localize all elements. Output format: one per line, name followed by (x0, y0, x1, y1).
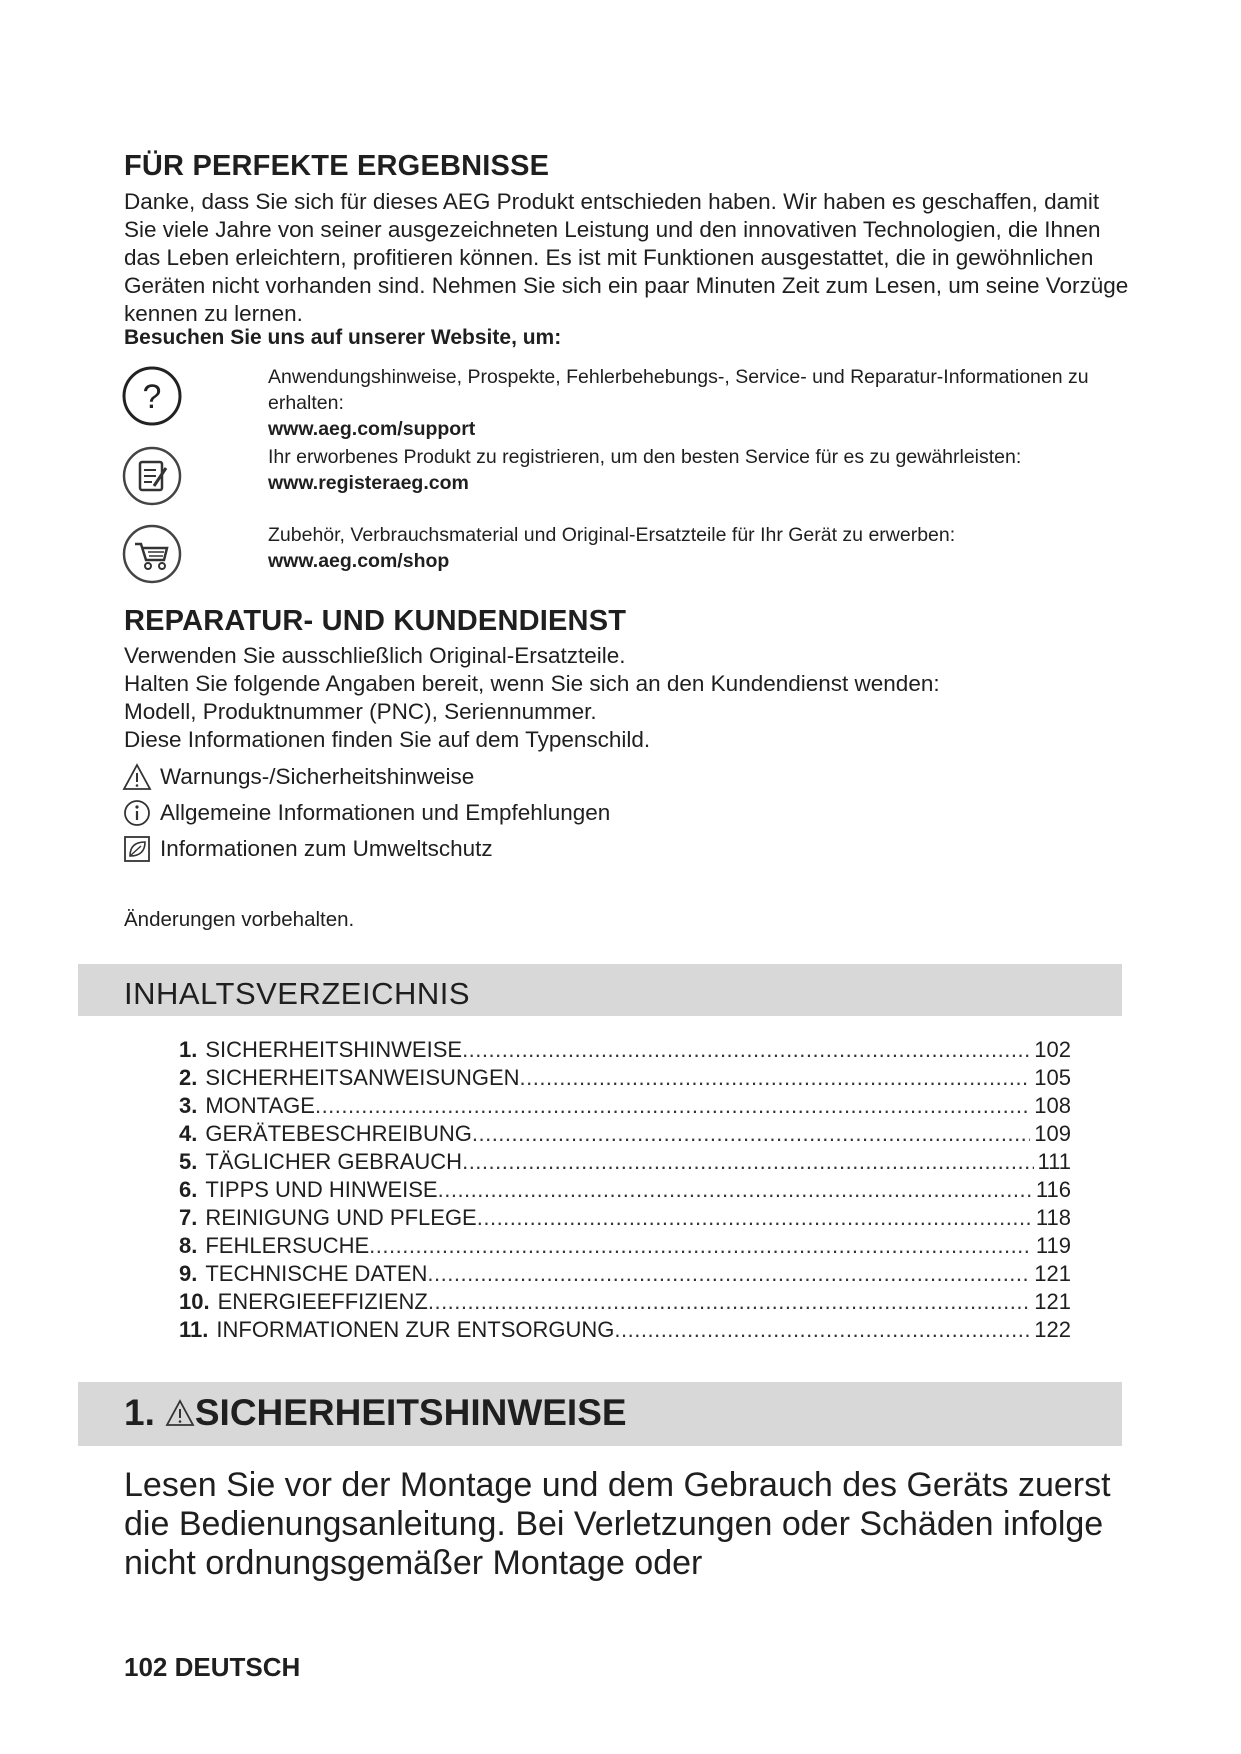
legend-label: Warnungs-/Sicherheitshinweise (160, 764, 475, 789)
toc-entry[interactable]: 3. MONTAGE ..... 108 (179, 1092, 1071, 1120)
service-heading: REPARATUR- UND KUNDENDIENST (124, 605, 627, 637)
legend-warning (122, 762, 474, 792)
legend-environment (122, 834, 493, 864)
section-paragraph: Lesen Sie vor der Montage und dem Gebrauch des Geräts zuerst die Bedienungsanleitung. Bei Verletzungen oder Schäden infolge nicht ordnungsgemäßer Montage oder (124, 1466, 1111, 1582)
visit-item-text: Anwendungshinweise, Prospekte, Fehlerbehebungs-, Service- und Reparatur-Informationen zu erhalten: (268, 366, 1089, 414)
warning-icon (165, 1398, 195, 1428)
toc-entry[interactable]: 10. ENERGIEEFFIZIENZ ..... 121 (179, 1288, 1071, 1316)
toc-banner (78, 964, 1122, 1016)
visit-item-text: Ihr erworbenes Produkt zu registrieren, um den besten Service für es zu gewährleisten: (268, 446, 1022, 468)
section-title (124, 1392, 627, 1434)
toc-entry[interactable]: 5. TÄGLICHER GEBRAUCH ..... 111 (179, 1148, 1071, 1176)
service-line: Halten Sie folgende Angaben bereit, wenn Sie sich an den Kundendienst wenden: (124, 671, 940, 696)
registration-icon (120, 444, 184, 508)
warning-icon (122, 762, 152, 792)
toc-entry[interactable]: 4. GERÄTEBESCHREIBUNG ..... 109 (179, 1120, 1071, 1148)
service-line: Diese Informationen finden Sie auf dem Typenschild. (124, 727, 651, 752)
service-line: Modell, Produktnummer (PNC), Seriennummer. (124, 699, 597, 724)
changes-note: Änderungen vorbehalten. (124, 908, 355, 931)
legend-label: Allgemeine Informationen und Empfehlungen (160, 800, 611, 825)
visit-item-text: Zubehör, Verbrauchsmaterial und Original-Ersatzteile für Ihr Gerät zu erwerben: (268, 524, 956, 546)
leaf-icon (122, 834, 152, 864)
shopping-cart-icon (120, 522, 184, 586)
toc-entry[interactable]: 7. REINIGUNG UND PFLEGE ..... 118 (179, 1204, 1071, 1232)
table-of-contents (179, 1036, 1071, 1344)
toc-entry[interactable]: 6. TIPPS UND HINWEISE ..... 116 (179, 1176, 1071, 1204)
legend-info (122, 798, 610, 828)
toc-entry[interactable]: 8. FEHLERSUCHE ..... 119 (179, 1232, 1071, 1260)
toc-entry[interactable]: 2. SICHERHEITSANWEISUNGEN ..... 105 (179, 1064, 1071, 1092)
section-number: 1. (124, 1392, 155, 1433)
section-title-text: SICHERHEITSHINWEISE (194, 1392, 627, 1433)
toc-entry[interactable]: 1. SICHERHEITSHINWEISE ..... 102 (179, 1036, 1071, 1064)
service-line: Verwenden Sie ausschließlich Original-Ersatzteile. (124, 643, 626, 668)
visit-heading: Besuchen Sie uns auf unserer Website, um: (124, 326, 562, 349)
support-link[interactable]: www.aeg.com/support (268, 418, 476, 440)
page-footer: 102 DEUTSCH (124, 1652, 301, 1682)
info-icon (122, 798, 152, 828)
shop-link[interactable]: www.aeg.com/shop (268, 550, 450, 572)
register-link[interactable]: www.registeraeg.com (268, 472, 469, 494)
intro-paragraph: Danke, dass Sie sich für dieses AEG Produkt entschieden haben. Wir haben es geschaffen, damit Sie viele Jahre von seiner ausgezeichneten Leistung und den innovativen Technologien, die Ihnen das Leben erleichtern, profitieren können. Es ist mit Funktionen ausgestattet, die in gewöhnlichen Geräten nicht vorhanden sind. Nehmen Sie sich ein paar Minuten Zeit zum Lesen, um seine Vorzüge kennen zu lernen. (124, 189, 1129, 326)
toc-entry[interactable]: 11. INFORMATIONEN ZUR ENTSORGUNG ..... 122 (179, 1316, 1071, 1344)
svg-text:?: ? (142, 378, 162, 416)
legend-label: Informationen zum Umweltschutz (160, 836, 493, 861)
toc-entry[interactable]: 9. TECHNISCHE DATEN ..... 121 (179, 1260, 1071, 1288)
section-banner (78, 1382, 1122, 1446)
question-icon (120, 364, 184, 428)
toc-title: INHALTSVERZEICHNIS (124, 976, 471, 1011)
intro-heading: FÜR PERFEKTE ERGEBNISSE (124, 150, 550, 182)
